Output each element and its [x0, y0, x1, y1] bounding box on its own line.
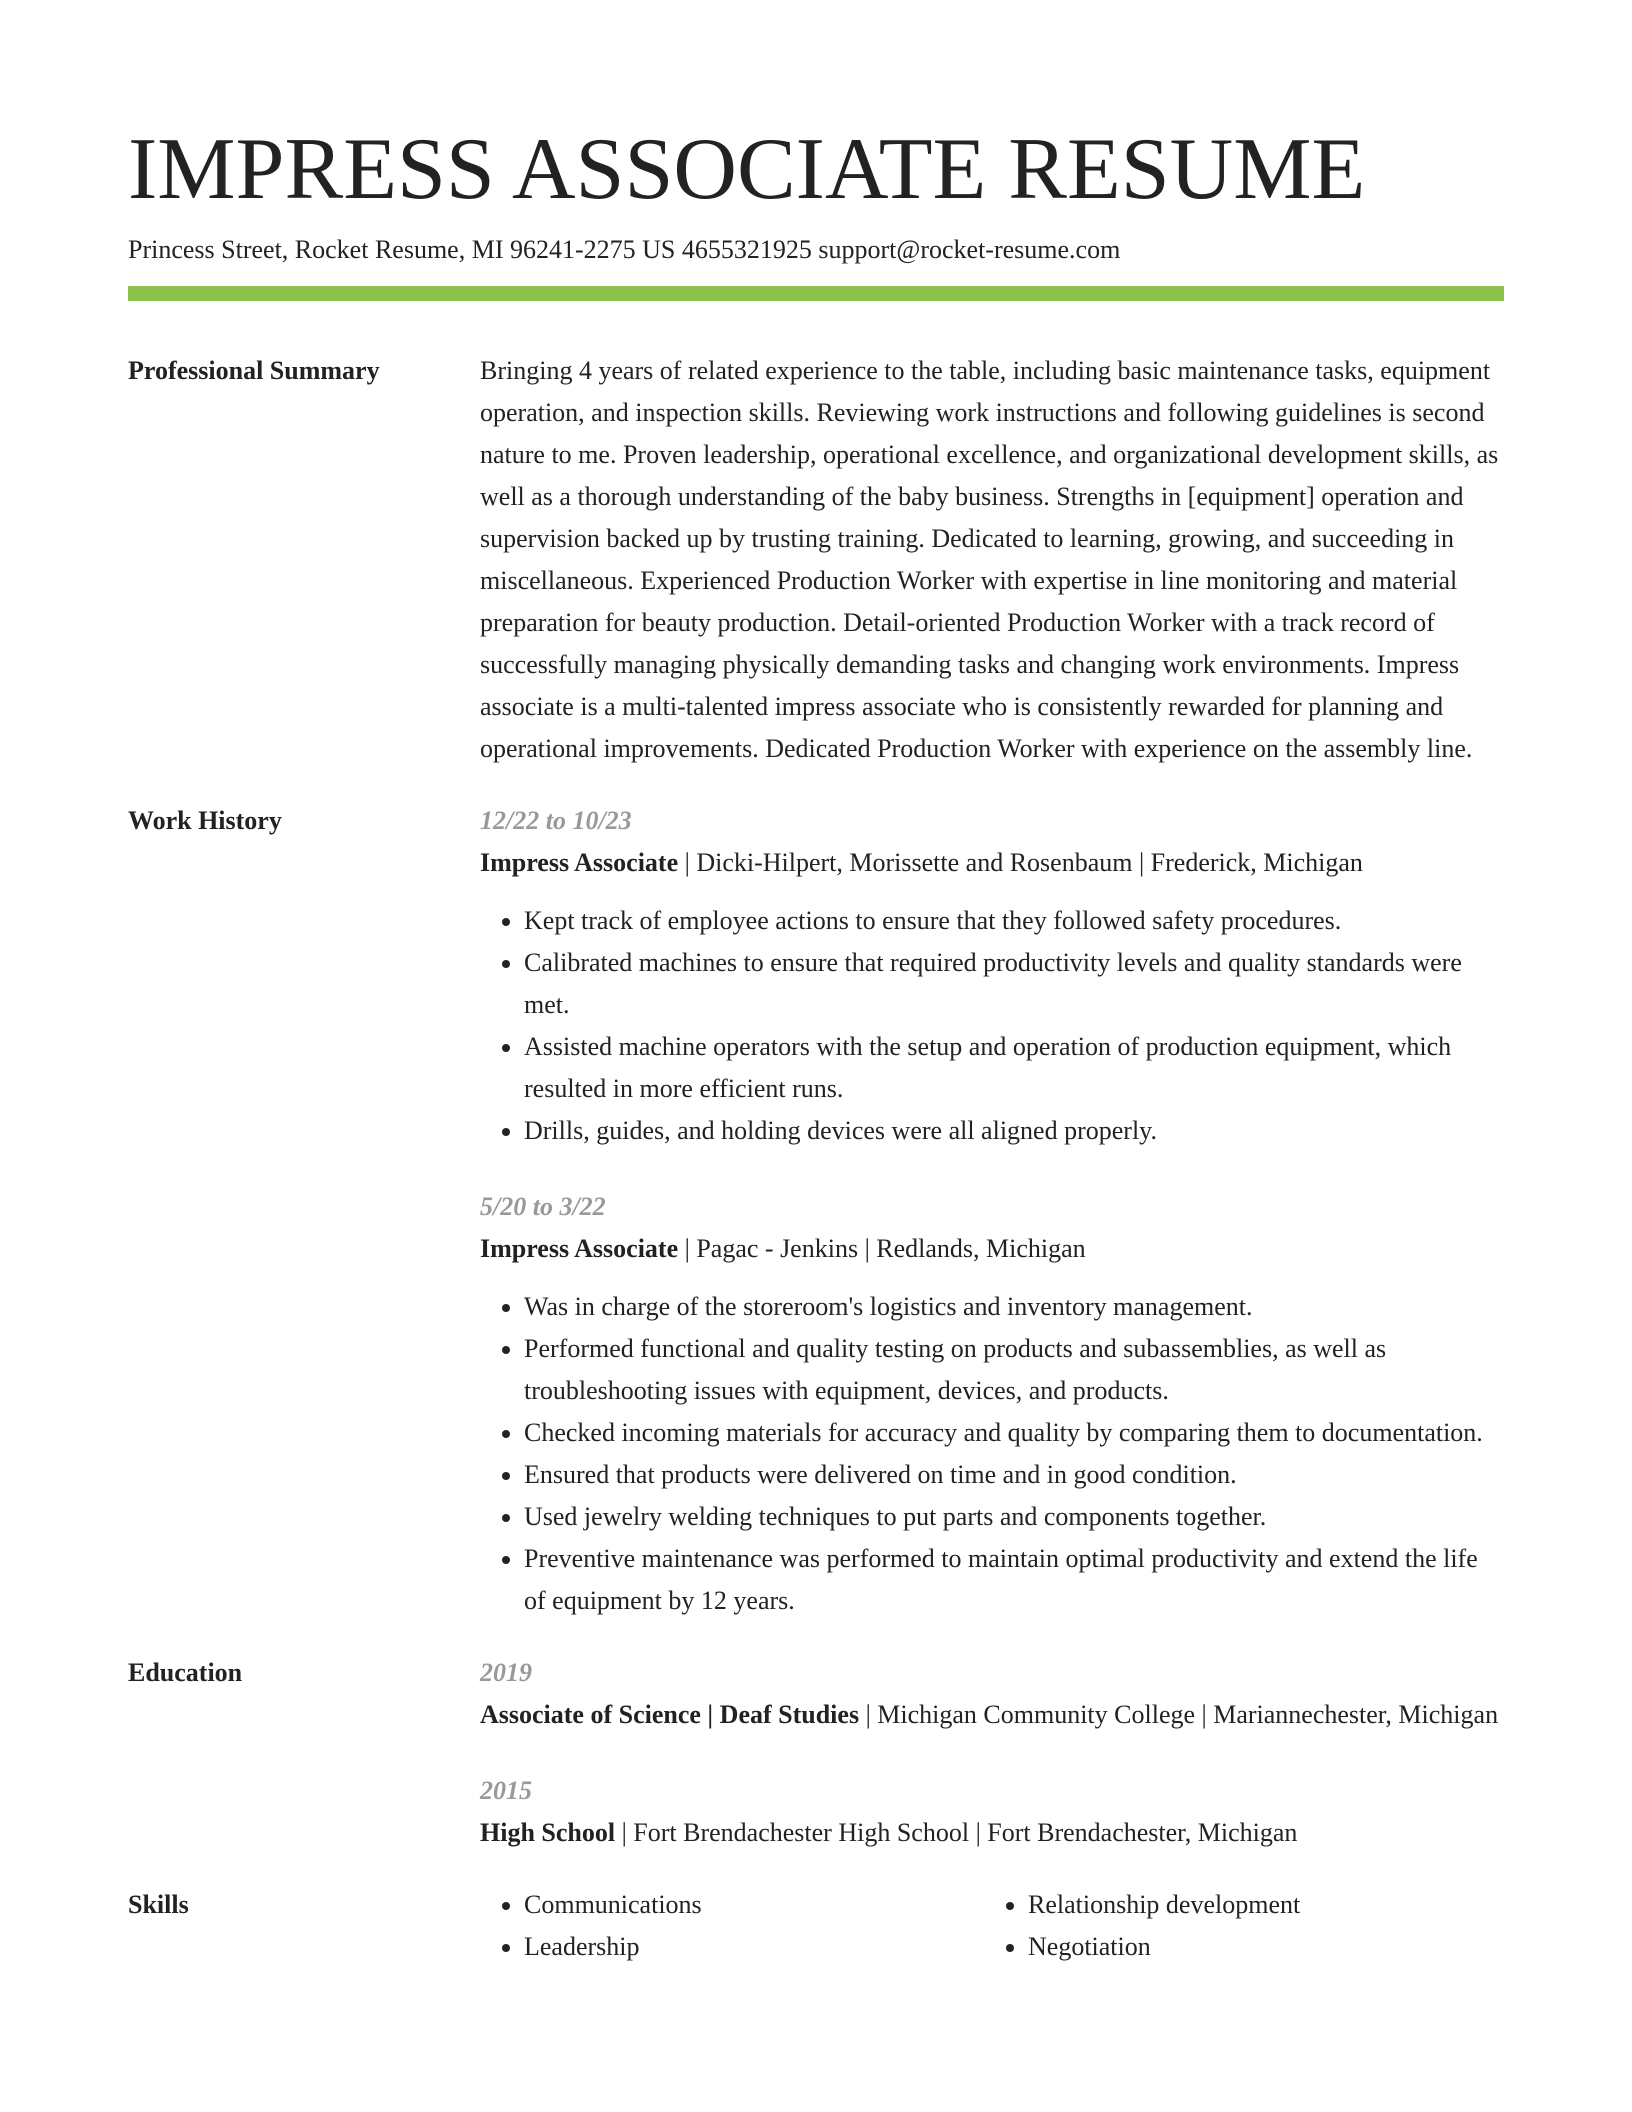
list-item: • Checked incoming materials for accuracy and quality by comparing them to documentation. [524, 1412, 1504, 1454]
job-company: | Dicki-Hilpert, Morissette and Rosenbaum | Frederick, Michigan [678, 848, 1363, 877]
resume-title: IMPRESS ASSOCIATE RESUME [128, 121, 1366, 218]
list-item: • Drills, guides, and holding devices were all aligned properly. [524, 1110, 1504, 1152]
skills-list-right [984, 1884, 1448, 1968]
summary-label: Professional Summary [128, 356, 380, 385]
job-dates: 12/22 to 10/23 [480, 806, 632, 835]
education-entry [480, 1770, 1504, 1854]
list-item: • Kept track of employee actions to ensure that they followed safety procedures. [524, 900, 1504, 942]
education-header [480, 1694, 1504, 1736]
education-year: 2015 [480, 1776, 532, 1805]
education-entry [480, 1652, 1504, 1736]
education-header [480, 1812, 1504, 1854]
list-item: • Used jewelry welding techniques to put parts and components together. [524, 1496, 1504, 1538]
education-year: 2019 [480, 1658, 532, 1687]
education-degree: High School [480, 1818, 616, 1847]
summary-section [128, 350, 1504, 770]
education-label: Education [128, 1658, 243, 1687]
job-header [480, 842, 1504, 884]
job-header [480, 1228, 1504, 1270]
list-item: • Negotiation [1028, 1926, 1448, 1968]
list-item: • Assisted machine operators with the setup and operation of production equipment, which resulted in more efficient runs. [524, 1026, 1504, 1110]
skills-label: Skills [128, 1890, 189, 1919]
list-item: • Performed functional and quality testing on products and subassemblies, as well as troubleshooting issues with equipment, devices, and products. [524, 1328, 1504, 1412]
job-title: Impress Associate [480, 848, 679, 877]
accent-divider [128, 286, 1504, 301]
skills-section [128, 1884, 1504, 1968]
job-entry [480, 1186, 1504, 1622]
summary-text: Bringing 4 years of related experience to the table, including basic maintenance tasks, equipment operation, and inspection skills. Reviewing work instructions and following guidelines is second nature to me. Proven leadership, operational excellence, and organizational development skills, as well as a thorough understanding of the baby business. Strengths in [equipment] operation and supervision backed up by trusting training. Dedicated to learning, growing, and succeeding in miscellaneous. Experienced Production Worker with expertise in line monitoring and material preparation for beauty production. Detail-oriented Production Worker with a track record of successfully managing physically demanding tasks and changing work environments. Impress associate is a multi-talented impress associate who is consistently rewarded for planning and operational improvements. Dedicated Production Worker with experience on the assembly line. [480, 356, 1499, 763]
work-history-section [128, 800, 1504, 1622]
education-section [128, 1652, 1504, 1854]
job-entry [480, 800, 1504, 1152]
skills-columns [480, 1884, 1504, 1968]
list-item: • Communications [524, 1884, 984, 1926]
contact-line: Princess Street, Rocket Resume, MI 96241-2275 US 4655321925 support@rocket-resume.com [128, 235, 1121, 264]
education-school: | Fort Brendachester High School | Fort Brendachester, Michigan [615, 1818, 1298, 1847]
resume-content [128, 350, 1504, 1998]
job-bullets [480, 900, 1504, 1152]
list-item: • Was in charge of the storeroom's logistics and inventory management. [524, 1286, 1504, 1328]
list-item: • Ensured that products were delivered on time and in good condition. [524, 1454, 1504, 1496]
education-school: | Michigan Community College | Mariannechester, Michigan [859, 1700, 1499, 1729]
list-item: • Leadership [524, 1926, 984, 1968]
work-history-label: Work History [128, 806, 282, 835]
education-degree: Associate of Science | Deaf Studies [480, 1700, 860, 1729]
job-title: Impress Associate [480, 1234, 679, 1263]
job-bullets [480, 1286, 1504, 1622]
job-dates: 5/20 to 3/22 [480, 1192, 606, 1221]
list-item: • Calibrated machines to ensure that required productivity levels and quality standards were met. [524, 942, 1504, 1026]
skills-list-left [480, 1884, 984, 1968]
job-company: | Pagac - Jenkins | Redlands, Michigan [678, 1234, 1086, 1263]
list-item: • Preventive maintenance was performed to maintain optimal productivity and extend the life of equipment by 12 years. [524, 1538, 1504, 1622]
list-item: • Relationship development [1028, 1884, 1448, 1926]
